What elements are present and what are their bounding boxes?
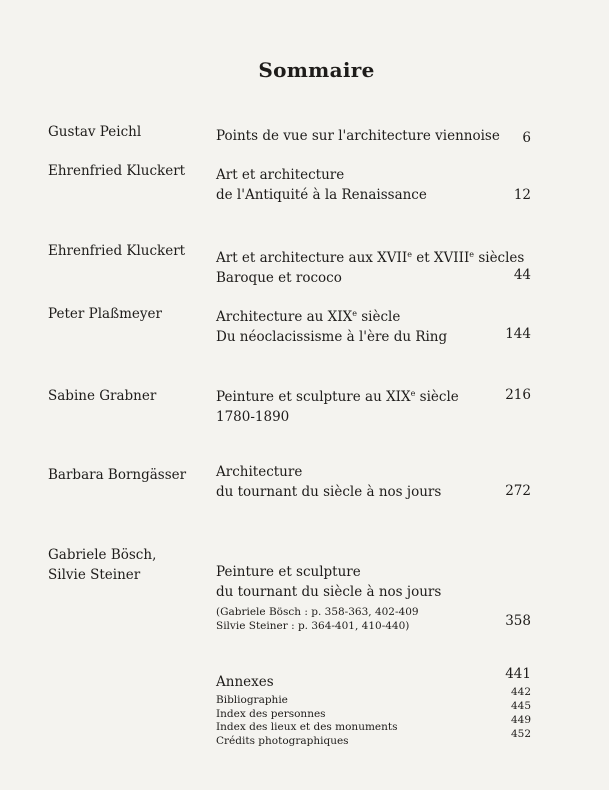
entry-title [216,462,506,502]
entry-title [216,126,506,146]
author-name: Ehrenfried Kluckert [48,243,186,259]
title-text: Art et architecture aux XVII [216,250,408,266]
entry-title-line: Du néoclacissisme à l'ère du Ring [216,329,448,345]
entry-title-line [216,304,506,327]
author-name: Sabine Grabner [48,388,157,404]
annexes-section [216,672,506,748]
author-name: Ehrenfried Kluckert [48,163,186,179]
annex-item: Crédits photographiques [216,734,349,747]
entry-title-line: Architecture [216,464,303,480]
entry-author [48,161,208,181]
annexes-page-number: 441 [505,666,531,682]
entry-title-line: du tournant du siècle à nos jours [216,584,442,600]
entry-page-number: 12 [513,187,531,203]
entry-detail-line: (Gabriele Bösch : p. 358-363, 402-409 [216,606,419,618]
entry-title-line: Baroque et rococo [216,270,342,286]
annex-page-number: 449 [510,714,531,726]
entry-author [48,122,208,142]
entry-page-number: 216 [505,387,531,403]
entry-title [216,304,506,347]
entry-title [216,562,506,633]
entry-page-number: 358 [505,613,531,629]
entry-title-line [216,384,506,407]
annex-item: Bibliographie [216,694,288,706]
entry-title [216,165,506,205]
annex-item: Index des personnes [216,707,326,720]
entry-author [48,545,208,585]
superscript: e [469,250,475,259]
entry-page-number: 144 [505,326,531,342]
annex-item: Index des lieux et des monuments [216,721,398,733]
entry-title-line: du tournant du siècle à nos jours [216,484,442,500]
entry-page-number: 272 [505,483,531,499]
title-text: siècles [474,250,525,266]
entry-author [48,465,208,485]
entry-page-number: 44 [513,267,531,283]
annex-page-number: 442 [510,686,531,698]
page-title: Sommaire [258,58,375,82]
entry-author [48,304,208,324]
title-text: Peinture et sculpture au XIX [216,389,411,405]
author-name: Barbara Borngässer [48,467,187,483]
superscript: e [410,389,416,398]
title-text: Architecture au XIX [216,309,353,325]
author-name: Silvie Steiner [48,567,141,583]
entry-author [48,241,208,261]
entry-author [48,386,208,406]
superscript: e [407,250,412,259]
entry-title [216,384,506,427]
entry-detail-line: Silvie Steiner : p. 364-401, 410-440) [216,620,410,632]
annex-page-number: 452 [510,728,531,740]
author-name: Gustav Peichl [48,124,142,140]
entry-title-line: Peinture et sculpture [216,564,361,580]
entry-title-line [216,245,525,268]
annexes-heading: Annexes [216,674,274,690]
annex-page-number: 445 [510,700,531,712]
title-text: siècle [356,309,401,325]
author-name: Peter Plaßmeyer [48,306,162,322]
superscript: e [352,309,357,318]
title-text: et XVIII [411,250,470,266]
title-text: siècle [415,389,459,405]
entry-page-number: 6 [522,130,531,146]
author-name: Gabriele Bösch, [48,547,157,563]
entry-title-line: Points de vue sur l'architecture viennoise [216,128,500,144]
entry-title-line: Art et architecture [216,167,345,183]
entry-title-line: 1780-1890 [216,409,290,425]
entry-title-line: de l'Antiquité à la Renaissance [216,187,427,203]
